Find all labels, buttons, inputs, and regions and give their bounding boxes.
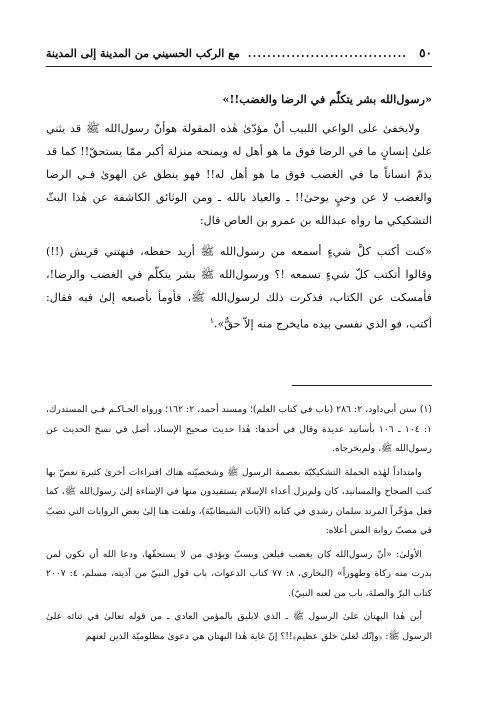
footnote-marker: ١ — [209, 316, 214, 325]
hadith-quote-text: «كنت أكتب كلَّ شيءٍ أسمعه من رسول‌الله ﷺ أريد حفظه، فنهتني قريش (!!) وقالوا أتكتب كلّ شيءٍ تسمعه !؟ ورسول‌الله ﷺ بشر يتكلّم في الغضب والرضا!، فأمسكت عن الكتاب، فذكرت ذلك لرسول‌الله ﷺ، فأومأ بأصبعه إلىٰ فيه فقال: أكتب، فو الذي نفسي بيده مايخرج منه إلاّ حقٌّ». — [46, 245, 432, 331]
header-rule — [46, 66, 432, 67]
footnote-1: (١) سنن أبي‌داود، ٢: ٢٨٦ (باب في كتاب العلم)؛ ومسند أحمد، ٢: ١٦٢؛ ورواه الحـاكـم فـي المستدرك، ١: ١٠٤ ـ ١٠٦ بأسانيد عديدة وقال في أحدها: هٰذا حديث صحيح الإسناد، أصل في نسخ الحديث عن رسول‌الله ﷺ، ولم‌يخرجاه. — [46, 404, 432, 454]
page-header — [46, 46, 432, 62]
footnote-para-4: أين هٰذا البهتان علىٰ الرسول ﷺ ـ الذي لايليق بالمؤمن العادي ـ من قوله تعالىٰ في ثنائه علىٰ الرسول ﷺ: ﴿وإنّك لعلىٰ خلق عظيم﴾!!؟ إنّ غاية هٰذا البهتان هي دعوىٰ مظلوميّة الذين لعنهم — [46, 611, 432, 642]
header-leader-dots — [246, 47, 407, 60]
footnote-separator — [292, 385, 432, 386]
footnotes — [46, 400, 432, 650]
footnote-para-2: وامتداداً لهٰذه الحملة التشكيكيّة بعصمة الرسول ﷺ وشخصيّته هناك افتراءات أخرىٰ كثيرة نعصّ بها كتب الصحاح والمسانيد، كان ولم‌يزل أعداء الإسلام يستفيدون منها في الإساءة إلىٰ رسول‌الله ﷺ، كما فعل مؤخّراً المرتد سلمان رشدي في كتابه (الآيات الشيطانيّة)، ونلفت هنا إلىٰ بعض الروايات التي تصبّ في مصبّ رواية المتن أعلاه: — [46, 466, 432, 536]
footnote-para-3: الأولىٰ: «أنّ رسول‌الله كان يغضب فيلعن ويسبّ ويؤذي من لا يستحقّها، ودعا الله أن تكون لمن بدرت منه زكاة وطهوراً» (البخاري، ٨: ٧٧ كتاب الدعوات، باب قول النبيّ من آذيته، مسلم، ٤: ٢٠٠٧ كتاب البرّ والصلة، باب من لعنه النبيّ). — [46, 548, 432, 599]
main-text — [46, 88, 432, 336]
paragraph-1: ولايخفىٰ على الواعي اللبيب أنْ مؤدّىٰ هٰذه المقولة هوأنّ رسول‌الله ﷺ قد يثني علىٰ إنسانٍ ما في الرضا فوق ما هو أهل له ويمنحه منزلة أكبر ممّا يستحقّ!! كما قد يذمّ انساناً ما في الغضب فوق ما هو أهل له!! فهو ينطق عن الهوىٰ فـي الرضا والغضب لا عن وحيٍ يوحىٰ!! ـ والعياذ بالله ـ ومن الوثائق الكاشفة عن هٰذا البثّ التشكيكي ما رواه عبدالله بن عمرو بن العاص قال: — [46, 122, 432, 227]
page-number: ٥٠ — [419, 46, 432, 60]
hadith-quote — [46, 240, 432, 336]
running-title: مع الركب الحسيني من المدينة إلى المدينة — [46, 47, 240, 60]
section-title: «رسول‌الله بشر يتكلّم في الرضا والغضب!!» — [222, 92, 432, 106]
